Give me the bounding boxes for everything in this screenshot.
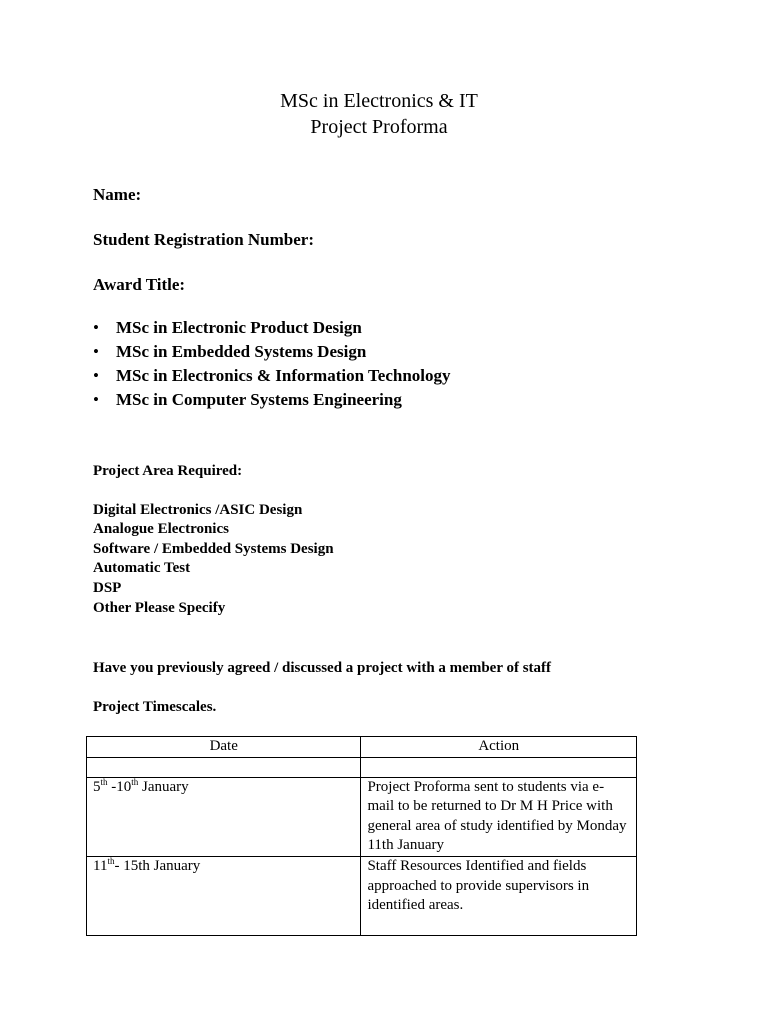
table-row — [87, 777, 637, 856]
table-cell-empty — [87, 757, 361, 777]
award-title-text: MSc in Embedded Systems Design — [116, 342, 367, 361]
bullet-icon: • — [93, 366, 99, 385]
date-range: -10 — [107, 778, 132, 795]
award-title-item — [93, 364, 451, 388]
award-title-item — [93, 388, 451, 412]
project-area-option: Analogue Electronics — [93, 521, 229, 538]
bullet-icon: • — [93, 318, 99, 337]
table-cell-empty — [361, 757, 637, 777]
table-row-empty — [87, 757, 637, 777]
title-line-program: MSc in Electronics & IT — [280, 90, 478, 112]
date-month: January — [138, 778, 189, 795]
project-area-option: Software / Embedded Systems Design — [93, 540, 334, 557]
bullet-icon: • — [93, 390, 99, 409]
title-line-form: Project Proforma — [310, 116, 448, 138]
date-ordinal: th — [107, 855, 115, 866]
project-area-section — [93, 462, 334, 618]
date-column-header: Date — [87, 737, 361, 758]
award-title-text: MSc in Computer Systems Engineering — [116, 390, 402, 409]
timescales-heading: Project Timescales. — [93, 699, 217, 715]
project-area-option: Automatic Test — [93, 560, 191, 577]
award-title-text: MSc in Electronics & Information Technology — [116, 366, 451, 385]
registration-field-label: Student Registration Number: — [93, 230, 314, 249]
date-range: - 15th January — [114, 857, 201, 874]
award-title-list — [93, 316, 451, 412]
action-cell: Staff Resources Identified and fields approached to provide supervisors in identified areas. — [361, 856, 637, 935]
award-title-item — [93, 340, 451, 364]
date-cell — [87, 856, 361, 935]
project-area-heading: Project Area Required: — [93, 463, 243, 479]
date-ordinal: th — [100, 776, 108, 787]
project-area-option: Digital Electronics /ASIC Design — [93, 501, 303, 518]
project-area-option: Other Please Specify — [93, 599, 226, 616]
name-field-label: Name: — [93, 185, 142, 204]
table-header-row — [87, 737, 637, 758]
timescales-table — [86, 736, 637, 936]
date-day: 11 — [93, 857, 108, 874]
award-title-item — [93, 316, 451, 340]
table-row — [87, 856, 637, 935]
project-area-option: DSP — [93, 579, 122, 596]
staff-agreement-question: Have you previously agreed / discussed a project with a member of staff — [93, 660, 552, 676]
document-title — [0, 88, 758, 140]
date-cell — [87, 777, 361, 856]
date-ordinal: th — [131, 776, 139, 787]
date-day: 5 — [93, 778, 101, 795]
action-column-header: Action — [361, 737, 637, 758]
award-title-text: MSc in Electronic Product Design — [116, 318, 362, 337]
action-cell: Project Proforma sent to students via e-mail to be returned to Dr M H Price with general area of study identified by Monday 11th January — [361, 777, 637, 856]
award-title-label: Award Title: — [93, 275, 186, 294]
bullet-icon: • — [93, 342, 99, 361]
